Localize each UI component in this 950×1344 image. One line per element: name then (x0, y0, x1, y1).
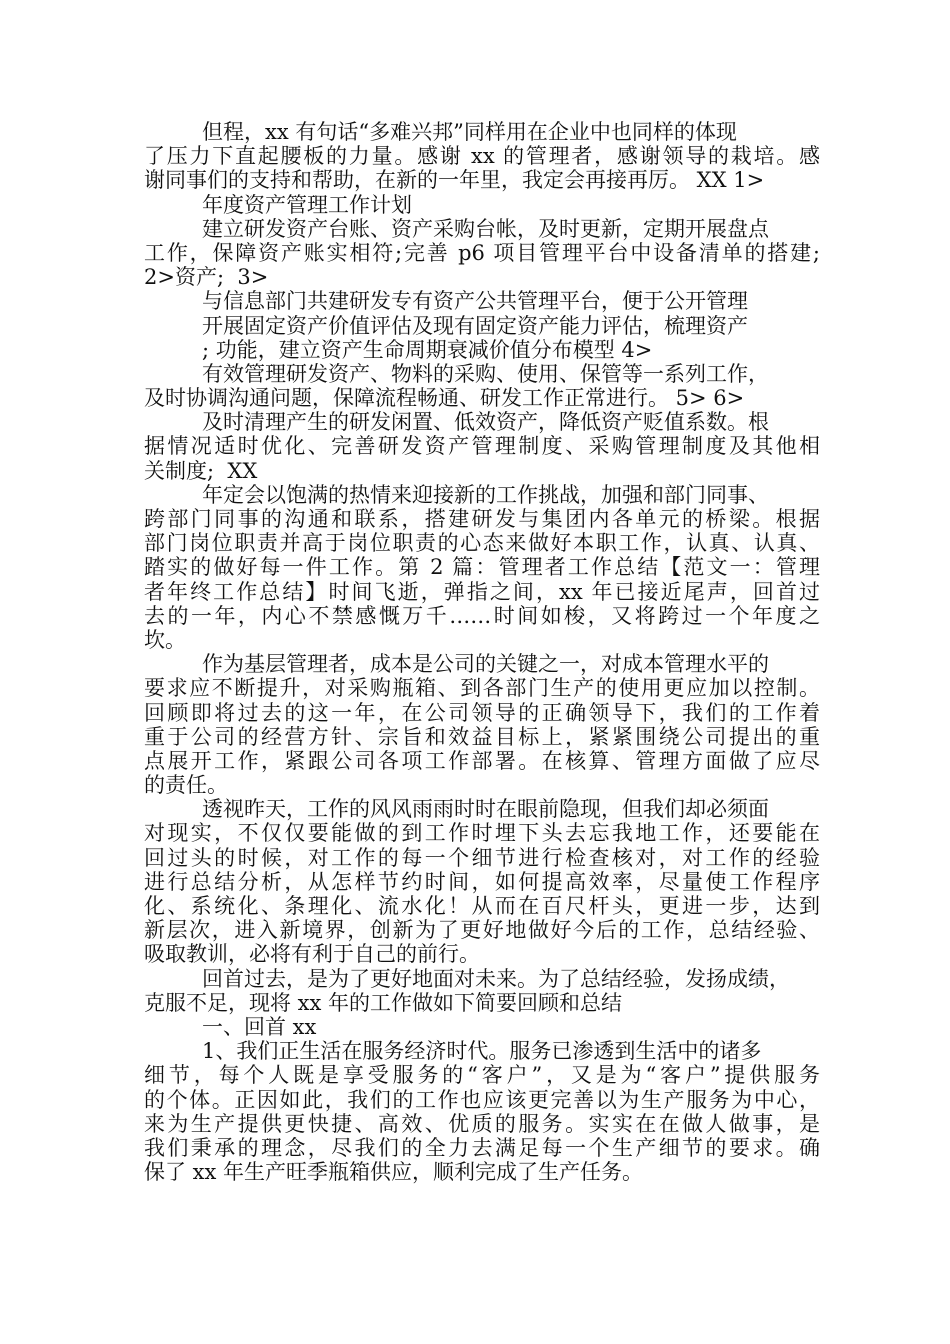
text-line: 坎。 (144, 627, 186, 652)
text-line: 保了 xx 年生产旺季瓶箱供应，顺利完成了生产任务。 (144, 1160, 644, 1185)
text-line: 化、系统化、条理化、流水化！从而在百尺杆头，更进一步，达到 (144, 894, 820, 918)
text-line: 要求应不断提升，对采购瓶箱、到各部门生产的使用更应加以控制。 (144, 676, 820, 701)
text-line: 部门岗位职责并高于岗位职责的心态来做好本职工作，认真、认真、 (144, 531, 820, 556)
text-line: 与信息部门共建研发专有资产公共管理平台，便于公开管理 (202, 289, 748, 314)
text-line: 1、我们正生活在服务经济时代。服务已渗透到生活中的诸多 (202, 1039, 762, 1064)
text-line: 对现实，不仅仅要能做的到工作时埋下头去忘我地工作，还要能在 (144, 821, 820, 846)
text-line: 的责任。 (144, 773, 228, 798)
text-line: 进行总结分析，从怎样节约时间，如何提高效率，尽量使工作程序 (144, 869, 820, 894)
text-line: 新层次，进入新境界，创新为了更好地做好今后的工作，总结经验、 (144, 918, 820, 943)
document-body (144, 120, 820, 1184)
text-line: 一、回首 xx (202, 1014, 317, 1039)
text-line: 跨部门同事的沟通和联系，搭建研发与集团内各单元的桥梁。根据 (144, 507, 820, 531)
text-line: 去的一年，内心不禁感慨万千……时间如梭，又将跨过一个年度之 (144, 603, 820, 628)
text-line: 细节，每个人既是享受服务的“客户”，又是为“客户”提供服务 (144, 1063, 820, 1088)
text-line: 我们秉承的理念，尽我们的全力去满足每一个生产细节的要求。确 (144, 1135, 820, 1160)
text-line: 及时协调沟通问题，保障流程畅通、研发工作正常进行。 5> 6> (144, 386, 745, 411)
text-line: 有效管理研发资产、物料的采购、使用、保管等一系列工作， (202, 361, 769, 386)
text-line: 及时清理产生的研发闲置、低效资产，降低资产贬值系数。根 (202, 410, 769, 435)
text-line: 来为生产提供更快捷、高效、优质的服务。实实在在做人做事，是 (144, 1111, 820, 1136)
text-line: 年定会以饱满的热情来迎接新的工作挑战，加强和部门同事、 (202, 482, 769, 507)
text-line: ; 功能，建立资产生命周期衰减价值分布模型 4> (202, 337, 653, 362)
text-line: 的个体。正因如此，我们的工作也应该更完善以为生产服务为中心， (144, 1087, 820, 1112)
text-line: 开展固定资产价值评估及现有固定资产能力评估，梳理资产 (202, 313, 748, 338)
text-line: 透视昨天，工作的风风雨雨时时在眼前隐现，但我们却必须面 (202, 797, 769, 822)
text-line: 吸取教训，必将有利于自己的前行。 (144, 942, 480, 967)
text-line: 回首过去，是为了更好地面对未来。为了总结经验，发扬成绩， (202, 966, 790, 991)
text-line: 关制度; XX (144, 458, 258, 483)
text-line: 但程，xx 有句话“多难兴邦”同样用在企业中也同样的体现 (202, 120, 737, 144)
text-line: 了压力下直起腰板的力量。感谢 xx 的管理者，感谢领导的栽培。感 (144, 144, 820, 169)
text-line: 年度资产管理工作计划 (202, 192, 412, 217)
text-line: 谢同事们的支持和帮助，在新的一年里，我定会再接再厉。 XX 1> (144, 168, 765, 193)
text-line: 克服不足，现将 xx 年的工作做如下简要回顾和总结 (144, 990, 623, 1015)
text-line: 者年终工作总结】时间飞逝，弹指之间，xx 年已接近尾声，回首过 (144, 579, 820, 604)
text-line: 回过头的时候，对工作的每一个细节进行检查核对，对工作的经验 (144, 845, 820, 870)
text-line: 点展开工作，紧跟公司各项工作部署。在核算、管理方面做了应尽 (144, 748, 820, 773)
text-line: 重于公司的经营方针、宗旨和效益目标上，紧紧围绕公司提出的重 (144, 724, 820, 749)
text-line: 据情况适时优化、完善研发资产管理制度、采购管理制度及其他相 (144, 434, 820, 459)
text-line: 作为基层管理者，成本是公司的关键之一，对成本管理水平的 (202, 652, 769, 677)
text-line: 建立研发资产台账、资产采购台帐，及时更新，定期开展盘点 (202, 216, 769, 241)
text-line: 踏实的做好每一件工作。第 2 篇：管理者工作总结【范文一：管理 (144, 555, 820, 580)
text-line: 2>资产; 3> (144, 265, 269, 290)
text-line: 工作，保障资产账实相符;完善 p6 项目管理平台中设备清单的搭建; (144, 240, 820, 265)
text-line: 回顾即将过去的这一年，在公司领导的正确领导下，我们的工作着 (144, 700, 820, 725)
